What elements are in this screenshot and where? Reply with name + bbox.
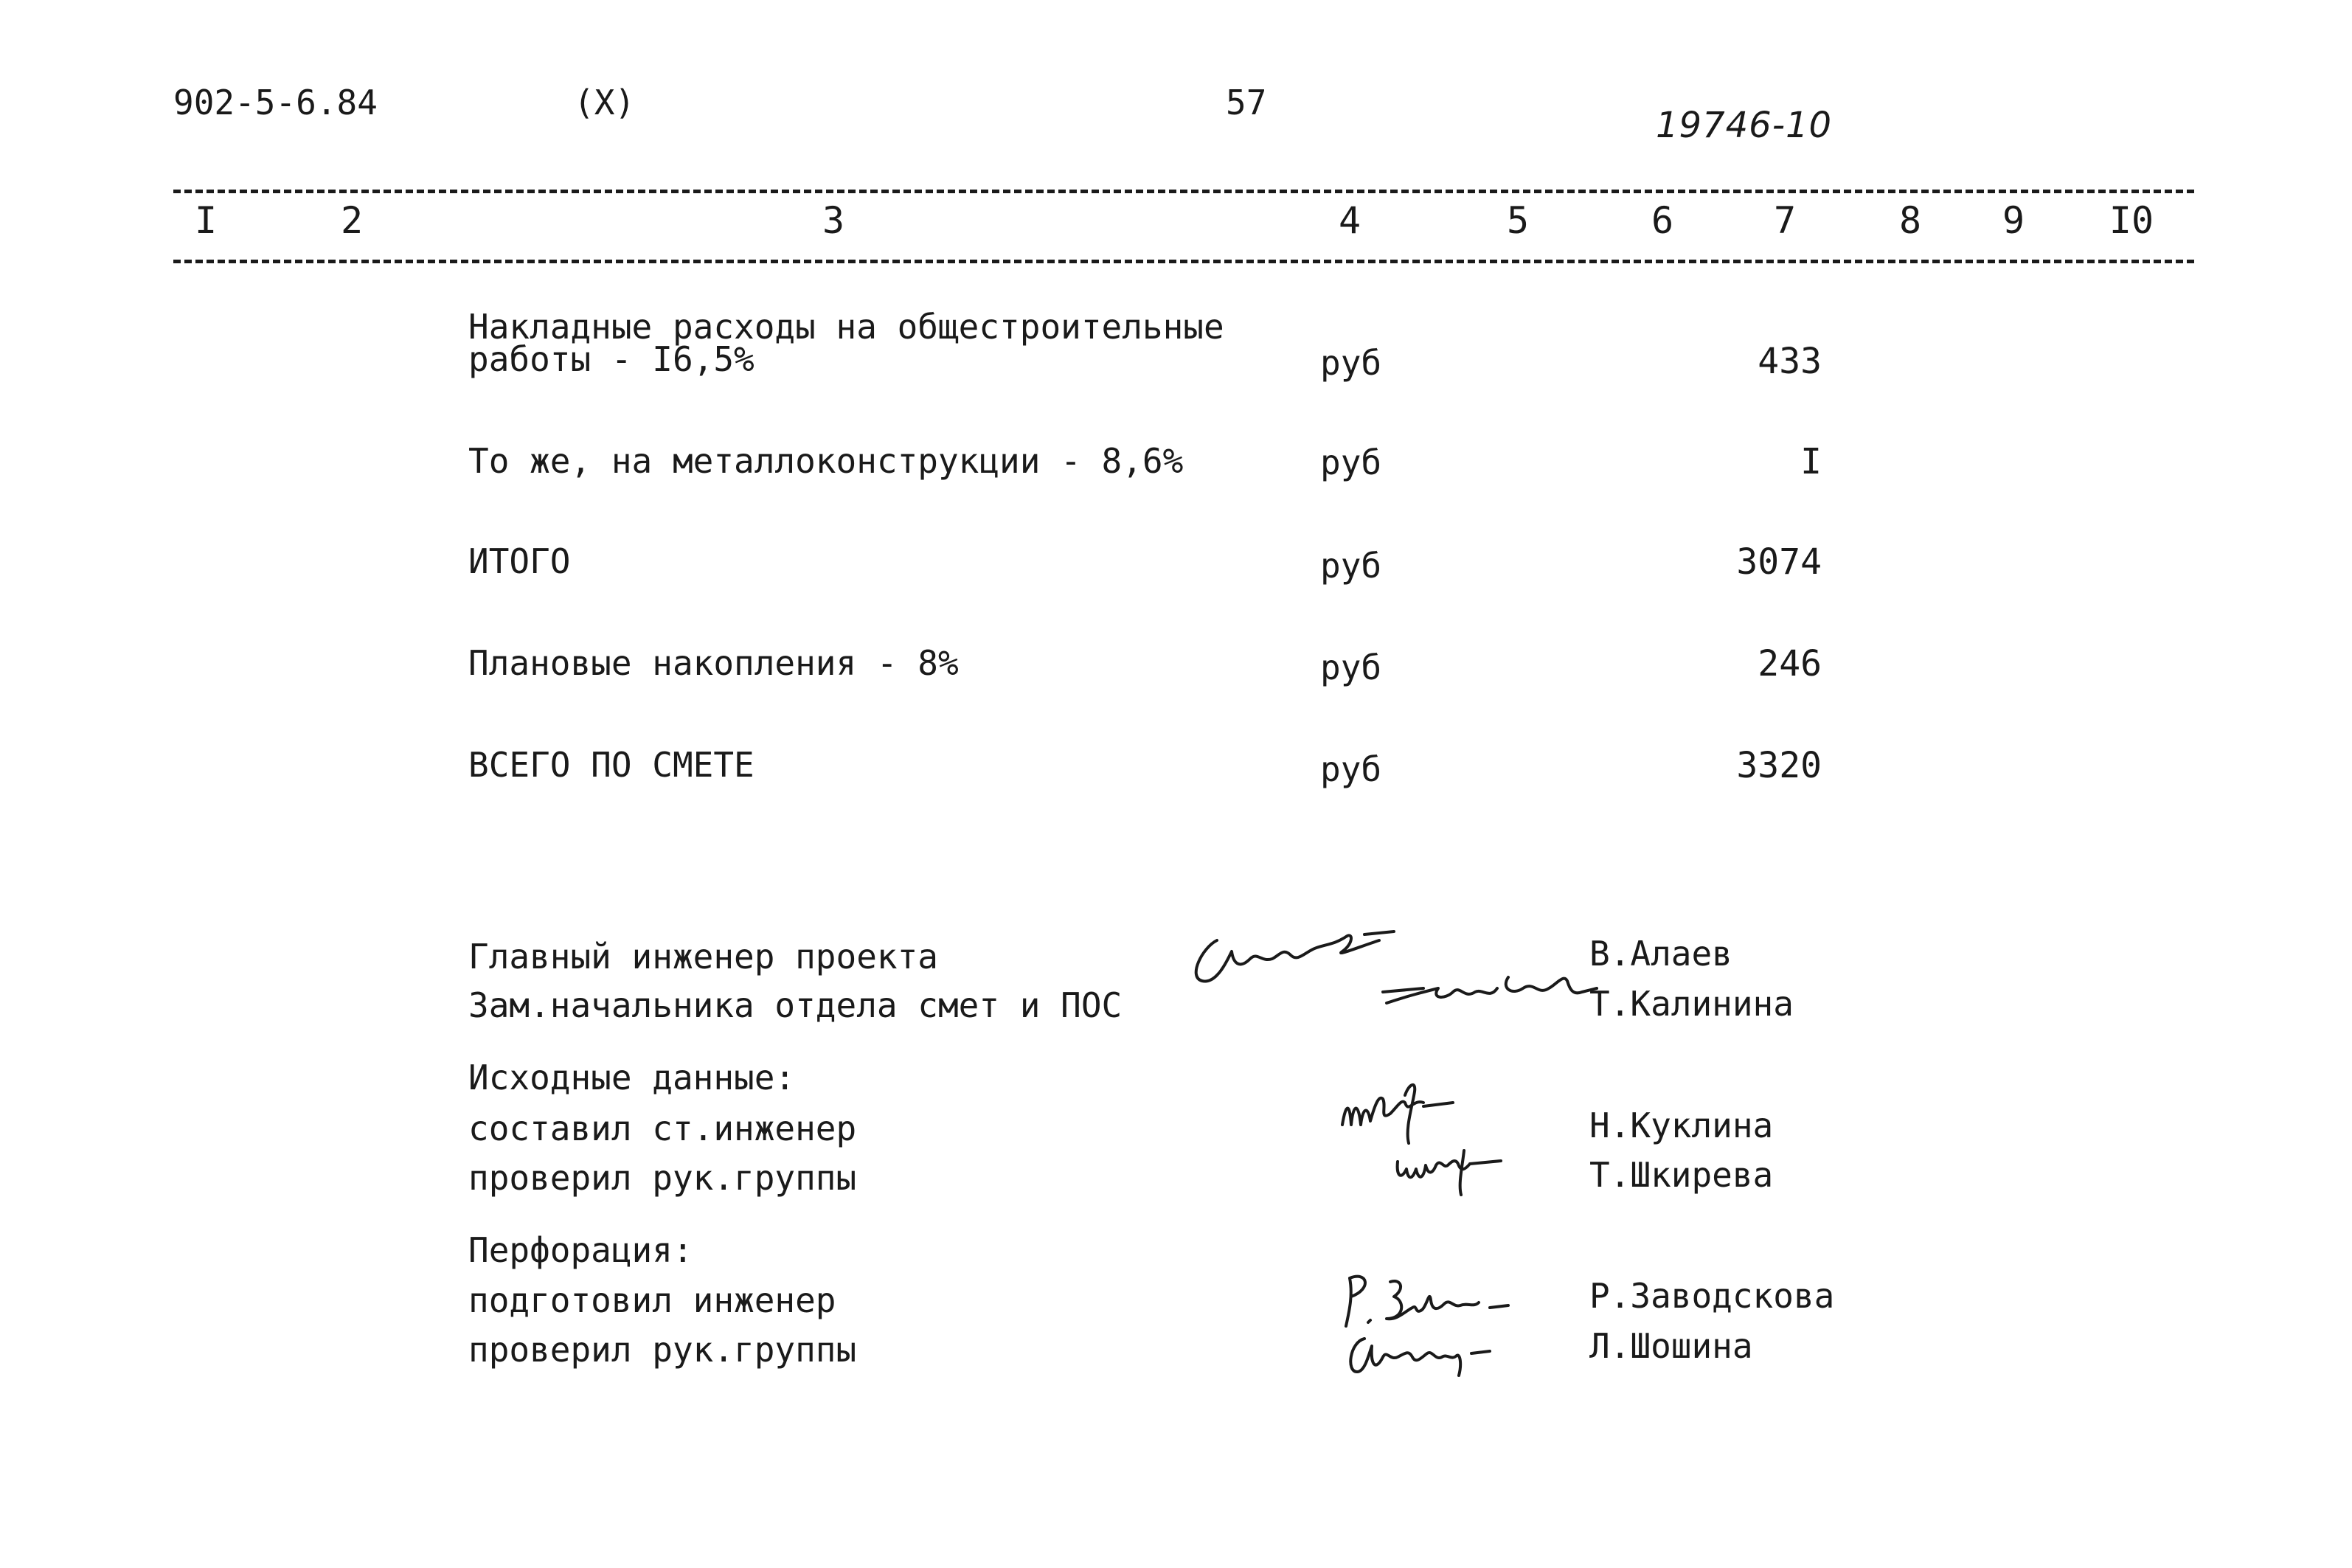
signature-kalinina xyxy=(1379,959,1600,1018)
grand-total-value: 3320 xyxy=(1736,745,1822,786)
column-number-9: 9 xyxy=(2002,199,2025,242)
sheet-code: 19746-10 xyxy=(1656,105,1833,146)
checked-name-2: Л.Шошина xyxy=(1589,1326,1753,1366)
column-number-4: 4 xyxy=(1338,199,1361,242)
signature-alaev xyxy=(1187,918,1409,999)
subtotal-label: ИТОГО xyxy=(468,541,571,581)
source-data-heading: Исходные данные: xyxy=(468,1058,796,1097)
subtotal-value: 3074 xyxy=(1736,541,1822,583)
section-marker: (X) xyxy=(574,83,636,122)
deputy-head-name: Т.Калинина xyxy=(1589,984,1794,1024)
prepared-name: Р.Заводскова xyxy=(1589,1276,1835,1316)
overhead-metal-value: I xyxy=(1800,441,1822,482)
compiled-name: Н.Куклина xyxy=(1589,1106,1774,1145)
overhead-general-label-line1: Накладные расходы на общестроительные xyxy=(468,307,1224,347)
compiled-role: составил ст.инженер xyxy=(468,1109,857,1148)
checked-role-1: проверил рук.группы xyxy=(468,1158,857,1198)
signature-shkireva xyxy=(1390,1136,1538,1210)
document-code: 902-5-6.84 xyxy=(173,83,378,122)
column-number-5: 5 xyxy=(1506,199,1530,242)
overhead-general-label-line2: работы - I6,5% xyxy=(468,339,754,379)
column-number-1: I xyxy=(194,199,218,242)
signature-shoshina xyxy=(1335,1320,1541,1387)
overhead-general-value: 433 xyxy=(1758,341,1822,382)
column-number-7: 7 xyxy=(1773,199,1797,242)
deputy-head-role: Зам.начальника отдела смет и ПОС xyxy=(468,985,1123,1025)
prepared-role: подготовил инженер xyxy=(468,1280,836,1320)
column-number-6: 6 xyxy=(1651,199,1674,242)
planned-savings-unit: руб xyxy=(1320,648,1382,687)
planned-savings-value: 246 xyxy=(1758,643,1822,684)
column-number-8: 8 xyxy=(1898,199,1922,242)
page-number: 57 xyxy=(1226,83,1267,122)
grand-total-unit: руб xyxy=(1320,749,1382,789)
header-top-rule xyxy=(173,190,2194,193)
grand-total-label: ВСЕГО ПО СМЕТЕ xyxy=(468,745,754,785)
checked-name-1: Т.Шкирева xyxy=(1589,1155,1774,1195)
chief-engineer-name: В.Алаев xyxy=(1589,934,1732,974)
perforation-heading: Перфорация: xyxy=(468,1230,693,1270)
chief-engineer-role: Главный инженер проекта xyxy=(468,937,938,976)
header-bottom-rule xyxy=(173,260,2194,263)
column-number-2: 2 xyxy=(340,199,364,242)
planned-savings-label: Плановые накопления - 8% xyxy=(468,643,959,683)
overhead-general-unit: руб xyxy=(1320,343,1382,383)
column-number-3: 3 xyxy=(822,199,845,242)
checked-role-2: проверил рук.группы xyxy=(468,1330,857,1370)
overhead-metal-unit: руб xyxy=(1320,443,1382,482)
subtotal-unit: руб xyxy=(1320,546,1382,586)
column-number-10: I0 xyxy=(2109,199,2154,242)
overhead-metal-label: То же, на металлоконструкции - 8,6% xyxy=(468,441,1184,481)
